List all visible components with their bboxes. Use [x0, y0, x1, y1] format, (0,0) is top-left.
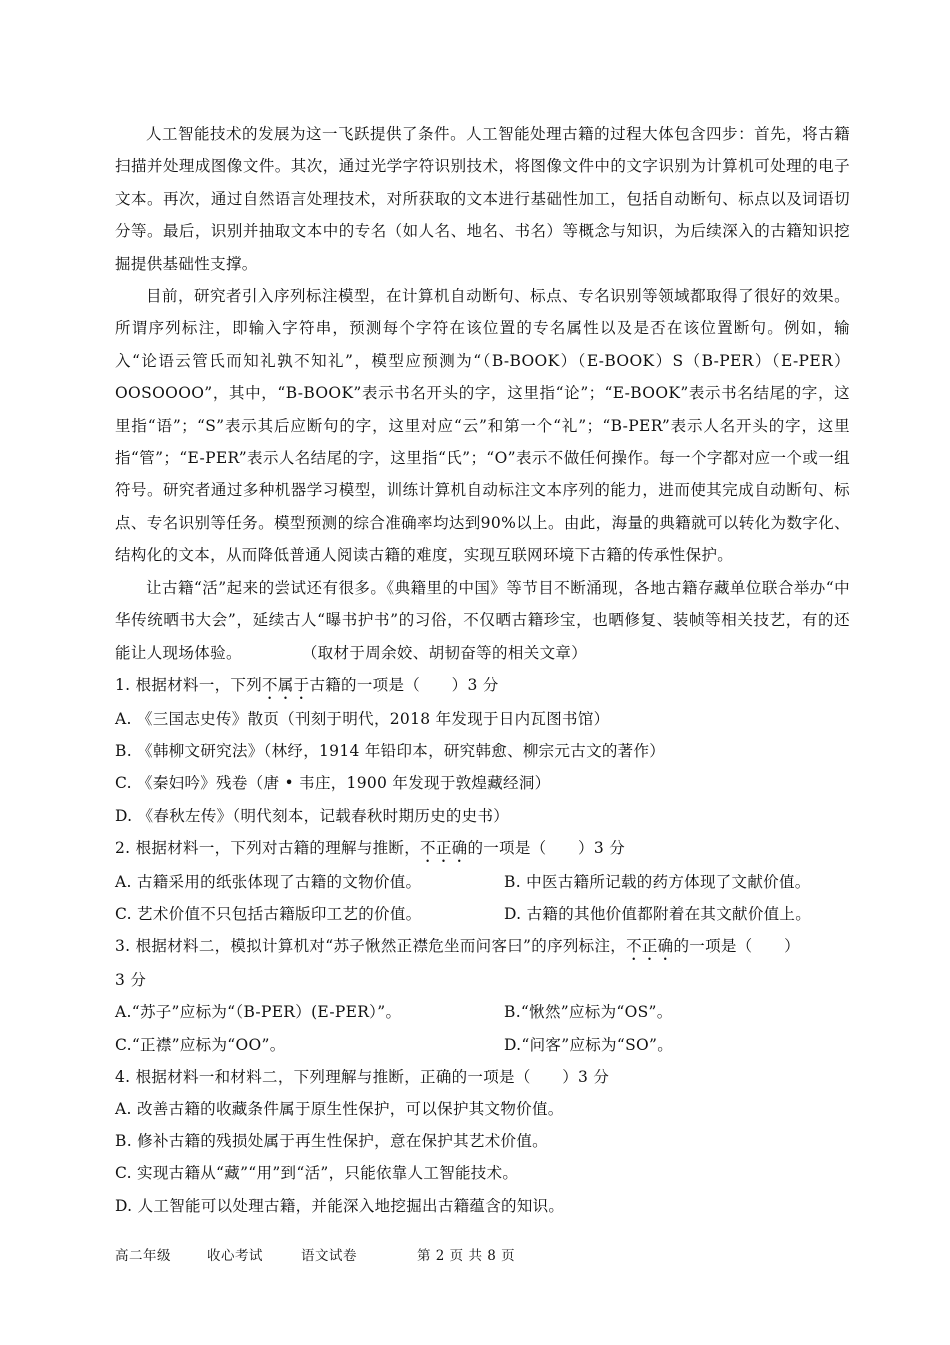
question-1-option-a[interactable]: A. 《三国志史传》散页（刊刻于明代，2018 年发现于日内瓦图书馆） — [115, 709, 610, 728]
question-2-option-d[interactable]: D. 古籍的其他价值都附着在其文献价值上。 — [504, 904, 812, 923]
passage-paragraph-3 — [115, 572, 850, 669]
question-2-option-a[interactable]: A. 古籍采用的纸张体现了古籍的文物价值。 — [115, 872, 422, 891]
passage-paragraph-1: 人工智能技术的发展为这一飞跃提供了条件。人工智能处理古籍的过程大体包含四步：首先，将古籍扫描并处理成图像文件。其次，通过光学字符识别技术，将图像文件中的文字识别为计算机可处理的电子文本。再次，通过自然语言处理技术，对所获取的文本进行基础性加工，包括自动断句、标点以及词语切分等。最后，识别并抽取文本中的专名（如人名、地名、书名）等概念与知识，为后续深入的古籍知识挖掘提供基础性支撑。 — [115, 125, 850, 273]
question-2-options-row-2 — [115, 898, 850, 930]
question-3-option-c[interactable]: C.“正襟”应标为“OO”。 — [115, 1035, 286, 1054]
question-2-stem-pre: 2. 根据材料一，下列对古籍的理解与推断， — [115, 838, 421, 857]
question-1-stem-post: 古籍的一项是（ ）3 分 — [309, 675, 499, 694]
question-1-option-c[interactable]: C. 《秦妇吟》残卷（唐 • 韦庄，1900 年发现于敦煌藏经洞） — [115, 774, 551, 793]
question-2 — [115, 832, 850, 930]
question-4 — [115, 1061, 850, 1222]
page-footer — [115, 1244, 515, 1264]
question-3-option-a[interactable]: A.“苏子”应标为“（B-PER）(E-PER）”。 — [115, 1003, 402, 1022]
footer-grade: 高二年级 — [115, 1248, 171, 1264]
question-3-score: 3 分 — [115, 971, 147, 990]
source-note: （取材于周余姣、胡韧奋等的相关文章） — [301, 643, 588, 662]
question-3-stem-post: 的一项是（ ） — [673, 937, 800, 956]
question-2-options-row-1 — [115, 866, 850, 898]
question-3-options-row-2 — [115, 1029, 850, 1061]
question-3-option-d[interactable]: D.“问客”应标为“SO”。 — [504, 1035, 674, 1054]
question-3-stem — [115, 930, 850, 964]
question-1-stem — [115, 669, 850, 703]
question-2-option-b[interactable]: B. 中医古籍所记载的药方体现了文献价值。 — [504, 872, 811, 891]
question-4-option-c[interactable]: C. 实现古籍从“藏”“用”到“活”，只能依靠人工智能技术。 — [115, 1164, 519, 1183]
question-1-stem-pre: 1. 根据材料一，下列 — [115, 675, 263, 694]
question-1 — [115, 669, 850, 832]
question-2-stem — [115, 832, 850, 866]
footer-exam: 收心考试 — [207, 1248, 263, 1264]
question-4-option-a[interactable]: A. 改善古籍的收藏条件属于原生性保护，可以保护其文物价值。 — [115, 1099, 564, 1118]
question-2-option-c[interactable]: C. 艺术价值不只包括古籍版印工艺的价值。 — [115, 904, 422, 923]
question-1-option-b[interactable]: B. 《韩柳文研究法》（林纾，1914 年铅印本，研究韩愈、柳宗元古文的著作） — [115, 742, 666, 761]
passage-paragraph-3-text: 让古籍“活”起来的尝试还有很多。《典籍里的中国》等节目不断涌现，各地古籍存藏单位联合举办“中华传统晒书大会”，延续古人“曝书护书”的习俗，不仅晒古籍珍宝，也晒修复、装帧等相关技艺，有的还能让人现场体验。 — [115, 578, 850, 662]
question-1-emphasis: 不属于 — [262, 675, 310, 694]
question-3-options-row-1 — [115, 996, 850, 1028]
question-2-emphasis: 不正确 — [420, 838, 468, 857]
question-3-option-b[interactable]: B.“愀然”应标为“OS”。 — [504, 1003, 673, 1022]
exam-page — [115, 118, 850, 1222]
question-3-stem-pre: 3. 根据材料二，模拟计算机对“苏子愀然正襟危坐而问客曰”的序列标注， — [115, 937, 627, 956]
question-1-option-d[interactable]: D. 《春秋左传》（明代刻本，记载春秋时期历史的史书） — [115, 806, 510, 825]
question-4-option-d[interactable]: D. 人工智能可以处理古籍，并能深入地挖掘出古籍蕴含的知识。 — [115, 1196, 565, 1215]
passage-paragraph-2: 目前，研究者引入序列标注模型，在计算机自动断句、标点、专名识别等领域都取得了很好的效果。所谓序列标注，即输入字符串，预测每个字符在该位置的专名属性以及是否在该位置断句。例如，输入“论语云管氏而知礼孰不知礼”，模型应预测为“（B-BOOK）（E-BOOK）S（B-PER）（E-PER）OOSOOOO”，其中，“B-BOOK”表示书名开头的字，这里指“论”；“E-BOOK”表示书名结尾的字，这里指“语”；“S”表示其后应断句的字，这里对应“云”和第一个“礼”；“B-PER”表示人名开头的字，这里指“管”；“E-PER”表示人名结尾的字，这里指“氏”；“O”表示不做任何操作。每一个字都对应一个或一组符号。研究者通过多种机器学习模型，训练计算机自动标注文本序列的能力，进而使其完成自动断句、标点、专名识别等任务。模型预测的综合准确率均达到90%以上。由此，海量的典籍就可以转化为数字化、结构化的文本，从而降低普通人阅读古籍的难度，实现互联网环境下古籍的传承性保护。 — [115, 287, 850, 565]
question-4-stem: 4. 根据材料一和材料二，下列理解与推断，正确的一项是（ ）3 分 — [115, 1067, 610, 1086]
question-4-option-b[interactable]: B. 修补古籍的残损处属于再生性保护，意在保护其艺术价值。 — [115, 1132, 548, 1151]
footer-subject: 语文试卷 — [301, 1248, 357, 1264]
question-3 — [115, 930, 850, 1061]
question-2-stem-post: 的一项是（ ）3 分 — [467, 838, 626, 857]
footer-page-number: 第 2 页 共 8 页 — [417, 1248, 516, 1264]
question-3-emphasis: 不正确 — [626, 937, 674, 956]
